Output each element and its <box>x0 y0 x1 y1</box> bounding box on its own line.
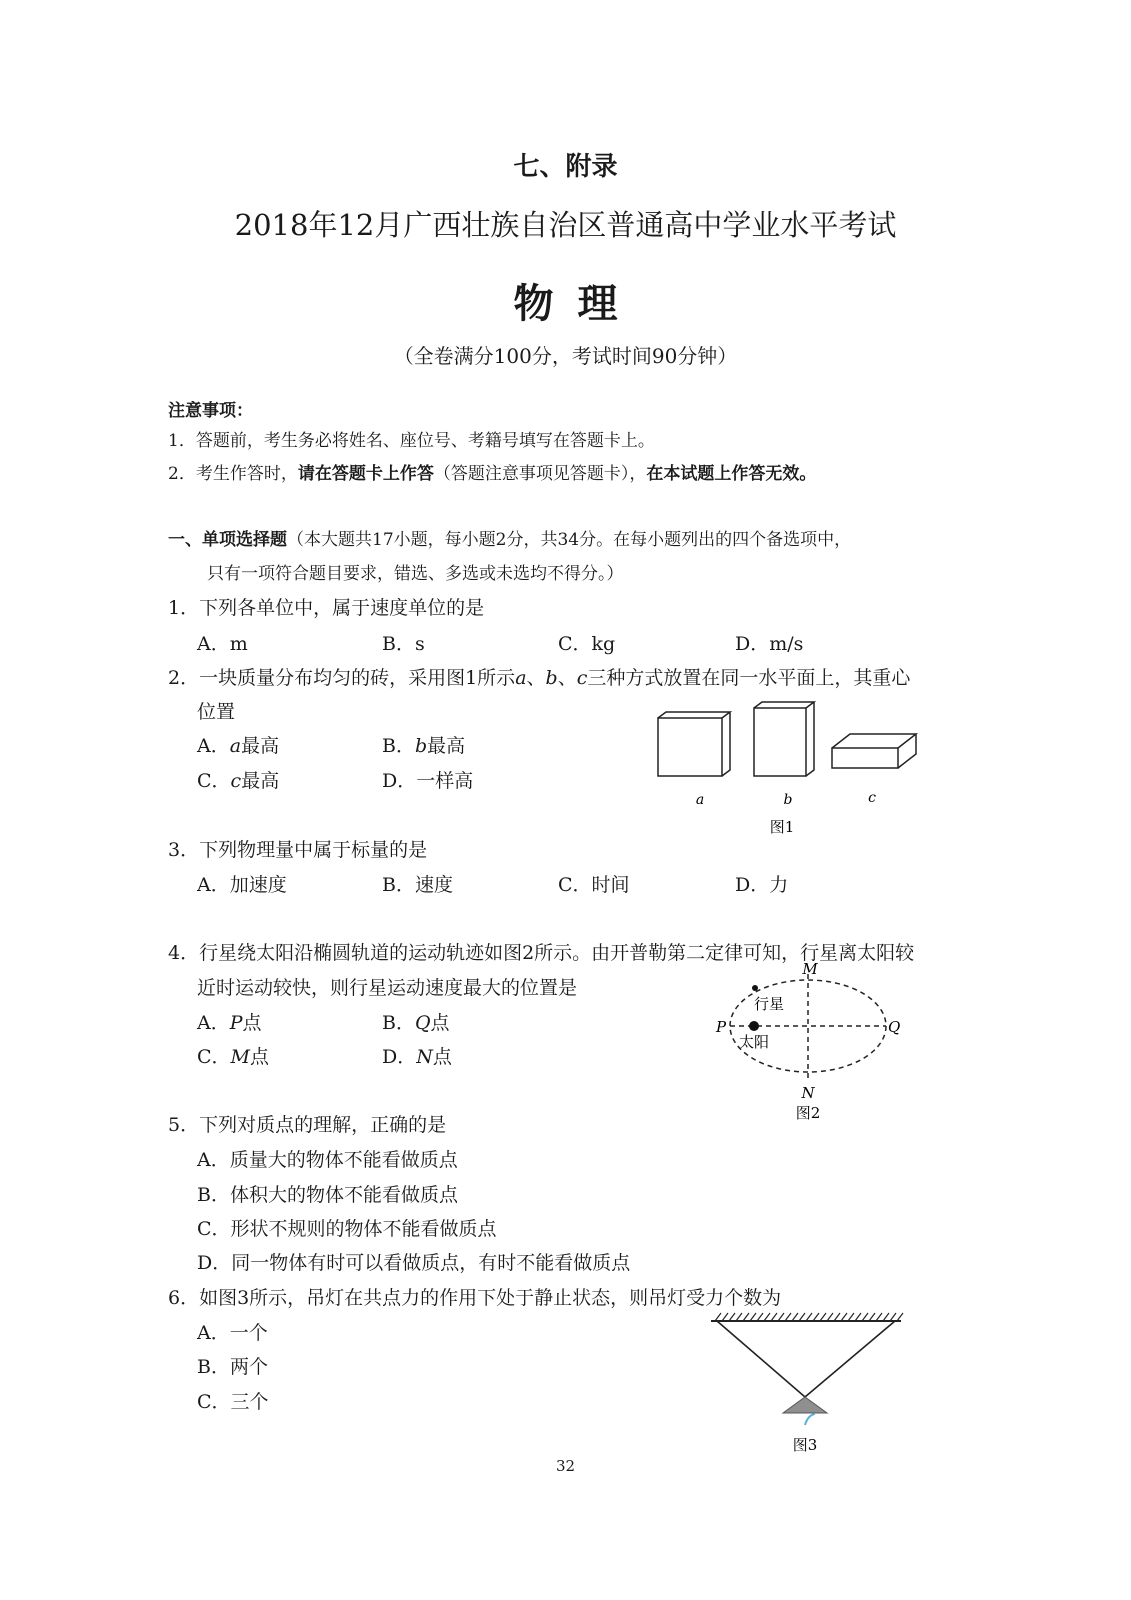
brick-b-depth <box>754 702 814 776</box>
q2-var-c: c <box>576 667 588 689</box>
planet-dot <box>752 985 758 991</box>
fig2-label-q: Q <box>888 1018 901 1036</box>
page-number: 32 <box>555 1457 576 1475</box>
section-1-desc-2: 只有一项符合题目要求，错选、多选或未选均不得分。） <box>207 564 624 584</box>
q2-option-b-var: b <box>414 735 428 757</box>
hatch-mark <box>862 1313 868 1321</box>
hatch-mark <box>715 1313 721 1321</box>
hatch-mark <box>841 1313 847 1321</box>
brick-c <box>832 748 898 768</box>
q5-stem: 5．下列对质点的理解，正确的是 <box>168 1114 447 1136</box>
appendix-heading: 七、附录 <box>513 152 618 182</box>
hatch-mark <box>834 1313 840 1321</box>
subject-title: 物理 <box>513 281 642 327</box>
q4-option-c-text: 点 <box>250 1046 270 1068</box>
q2-stem-post: 三种方式放置在同一水平面上，其重心 <box>587 667 911 689</box>
hatch-mark <box>799 1313 805 1321</box>
rope-left <box>717 1321 805 1397</box>
q1-option-b: B．s <box>382 633 425 655</box>
notice-item-1: 1．答题前，考生务必将姓名、座位号、考籍号填写在答题卡上。 <box>168 431 655 451</box>
q4-option-b-var: Q <box>414 1012 431 1034</box>
fig1-label-c: c <box>868 790 876 806</box>
fig2-label-planet: 行星 <box>754 995 785 1013</box>
lamp-bulb <box>805 1414 815 1425</box>
q2-var-b: b <box>545 667 558 689</box>
q4-option-a <box>197 1008 262 1035</box>
fig2-label-sun: 太阳 <box>739 1033 770 1051</box>
notice-item-2 <box>168 459 816 484</box>
hatch-mark <box>792 1313 798 1321</box>
hatch-mark <box>764 1313 770 1321</box>
q5-option-a: A．质量大的物体不能看做质点 <box>197 1149 458 1171</box>
q4-option-d <box>382 1042 452 1069</box>
q5-option-c: C．形状不规则的物体不能看做质点 <box>197 1218 497 1240</box>
q2-option-b <box>382 731 465 758</box>
q3-stem: 3．下列物理量中属于标量的是 <box>168 839 428 861</box>
figure-1-bricks <box>650 700 930 840</box>
figure-3-lamp <box>705 1305 910 1455</box>
fig1-label-b: b <box>783 792 793 808</box>
brick-a-depth <box>658 712 730 776</box>
q2-option-c <box>197 766 279 793</box>
sun-dot <box>749 1021 759 1031</box>
q4-option-a-var: P <box>229 1012 243 1034</box>
q2-option-a-var: a <box>229 735 242 757</box>
notice-item-2-pre: 2．考生作答时， <box>168 464 298 484</box>
notice-item-2-bold-1: 请在答题卡上作答 <box>297 464 434 484</box>
q2-option-d: D．一样高 <box>382 770 474 792</box>
hatch-mark <box>757 1313 763 1321</box>
fig2-caption: 图2 <box>795 1104 821 1122</box>
section-1-heading <box>168 525 851 550</box>
q6-option-c: C．三个 <box>197 1391 269 1413</box>
exam-meta: （全卷满分100分，考试时间90分钟） <box>393 344 738 368</box>
hatch-mark <box>785 1313 791 1321</box>
fig2-label-m: M <box>802 960 818 978</box>
notice-item-2-bold-2: 在本试题上作答无效。 <box>646 464 817 484</box>
q6-stem: 6．如图3所示，吊灯在共点力的作用下处于静止状态，则吊灯受力个数为 <box>168 1287 782 1309</box>
q2-var-a: a <box>515 667 527 689</box>
fig2-label-p: P <box>716 1018 727 1036</box>
hatch-mark <box>778 1313 784 1321</box>
q1-option-c: C．kg <box>558 633 616 655</box>
q4-stem-line-2: 近时运动较快，则行星运动速度最大的位置是 <box>197 977 578 999</box>
lamp-shade <box>783 1397 827 1413</box>
q2-sep-1: 、 <box>526 667 546 689</box>
q5-option-d: D．同一物体有时可以看做质点，有时不能看做质点 <box>197 1252 631 1274</box>
q2-option-a <box>197 731 279 758</box>
q4-option-d-prefix: D． <box>382 1046 417 1068</box>
figure-2-orbit <box>700 960 920 1130</box>
notice-item-2-mid: （答题注意事项见答题卡）， <box>433 464 647 484</box>
q4-option-c <box>197 1042 269 1069</box>
q6-option-a: A．一个 <box>197 1322 268 1344</box>
q3-option-d: D．力 <box>735 874 789 896</box>
q2-option-c-prefix: C． <box>197 770 231 792</box>
q4-option-d-var: N <box>416 1046 433 1068</box>
section-1-title: 一、单项选择题 <box>168 530 287 550</box>
exam-title: 2018年12月广西壮族自治区普通高中学业水平考试 <box>234 208 897 242</box>
ceiling-hatch <box>715 1313 903 1321</box>
q2-option-a-prefix: A． <box>197 735 230 757</box>
section-1-desc-1: （本大题共17小题，每小题2分，共34分。在每小题列出的四个备选项中， <box>287 530 852 550</box>
fig1-label-a: a <box>695 792 705 808</box>
q1-option-a: A．m <box>197 633 248 655</box>
hatch-mark <box>890 1313 896 1321</box>
rope-right <box>805 1321 895 1397</box>
q4-option-b-text: 点 <box>430 1012 450 1034</box>
brick-c-depth <box>832 734 916 768</box>
hatch-mark <box>827 1313 833 1321</box>
hatch-mark <box>806 1313 812 1321</box>
q3-option-c: C．时间 <box>558 874 630 896</box>
q2-option-c-var: c <box>230 770 242 792</box>
hatch-mark <box>736 1313 742 1321</box>
q2-option-b-prefix: B． <box>382 735 415 757</box>
hatch-mark <box>813 1313 819 1321</box>
q4-option-a-prefix: A． <box>197 1012 230 1034</box>
q2-stem-pre: 2．一块质量分布均匀的砖，采用图1所示 <box>168 667 516 689</box>
q2-option-c-text: 最高 <box>241 770 280 792</box>
q2-stem-line-2: 位置 <box>197 701 236 723</box>
hatch-mark <box>869 1313 875 1321</box>
hatch-mark <box>743 1313 749 1321</box>
q4-option-b <box>382 1008 450 1035</box>
q1-stem: 1．下列各单位中，属于速度单位的是 <box>168 597 485 619</box>
q3-option-b: B．速度 <box>382 874 453 896</box>
hatch-mark <box>771 1313 777 1321</box>
q4-option-c-prefix: C． <box>197 1046 231 1068</box>
fig2-label-n: N <box>801 1084 815 1102</box>
q4-option-d-text: 点 <box>432 1046 452 1068</box>
hatch-mark <box>876 1313 882 1321</box>
q2-option-a-text: 最高 <box>241 735 280 757</box>
q3-option-a: A．加速度 <box>197 874 287 896</box>
hatch-mark <box>855 1313 861 1321</box>
q1-option-d: D．m/s <box>735 633 804 655</box>
q4-option-c-var: M <box>230 1046 251 1068</box>
hatch-mark <box>729 1313 735 1321</box>
q4-option-a-text: 点 <box>242 1012 262 1034</box>
brick-b <box>754 708 806 776</box>
q2-stem <box>168 663 910 690</box>
fig3-caption: 图3 <box>792 1436 818 1454</box>
hatch-mark <box>820 1313 826 1321</box>
q2-sep-2: 、 <box>557 667 577 689</box>
hatch-mark <box>897 1313 903 1321</box>
q4-option-b-prefix: B． <box>382 1012 415 1034</box>
hatch-mark <box>750 1313 756 1321</box>
hatch-mark <box>883 1313 889 1321</box>
brick-a <box>658 718 722 776</box>
hatch-mark <box>722 1313 728 1321</box>
notice-title: 注意事项： <box>168 401 253 421</box>
q4-stem-line-1: 4．行星绕太阳沿椭圆轨道的运动轨迹如图2所示。由开普勒第二定律可知，行星离太阳较 <box>168 942 915 964</box>
q2-option-b-text: 最高 <box>427 735 466 757</box>
hatch-mark <box>848 1313 854 1321</box>
fig1-caption: 图1 <box>769 818 795 836</box>
q5-option-b: B．体积大的物体不能看做质点 <box>197 1184 458 1206</box>
q6-option-b: B．两个 <box>197 1356 268 1378</box>
